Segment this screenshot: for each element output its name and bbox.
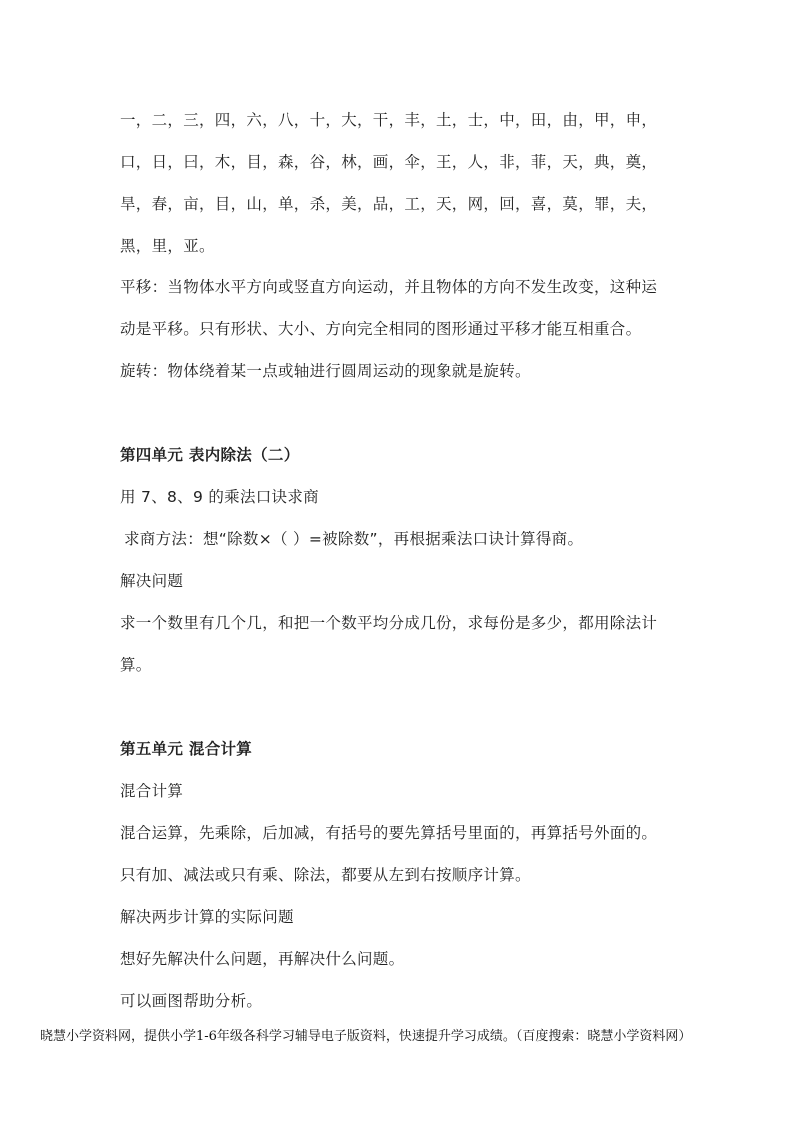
character-list-line-2: 口，日，曰，木，目，森，谷，林，画，伞，王，人，非，菲，天，典，奠， <box>120 153 658 171</box>
unit4-problem-line-2: 算。 <box>120 656 152 674</box>
unit5-rule-line-2: 只有加、减法或只有乘、除法，都要从左到右按顺序计算。 <box>120 866 531 884</box>
unit5-subheading-two-step: 解决两步计算的实际问题 <box>120 908 294 926</box>
translation-definition-line-2: 动是平移。只有形状、大小、方向完全相同的图形通过平移才能互相重合。 <box>120 320 642 338</box>
unit4-subheading-quotient: 用 7、8、9 的乘法口诀求商 <box>120 488 319 506</box>
unit5-heading: 第五单元 混合计算 <box>120 740 253 758</box>
translation-definition-line-1: 平移：当物体水平方向或竖直方向运动，并且物体的方向不发生改变，这种运 <box>120 278 658 296</box>
unit5-rule-line-1: 混合运算，先乘除，后加减，有括号的要先算括号里面的，再算括号外面的。 <box>120 824 658 842</box>
unit4-subheading-problems: 解决问题 <box>120 572 184 590</box>
character-list-line-3: 旱，春，亩，目，山，单，杀，美，品，工，天，网，回，喜，莫，罪，夫， <box>120 195 658 213</box>
unit4-heading: 第四单元 表内除法（二） <box>120 446 300 464</box>
unit4-problem-line-1: 求一个数里有几个几，和把一个数平均分成几份，求每份是多少，都用除法计 <box>120 614 658 632</box>
unit5-tip-line-2: 可以画图帮助分析。 <box>120 992 263 1010</box>
unit5-tip-line-1: 想好先解决什么问题，再解决什么问题。 <box>120 950 405 968</box>
footer-note: 晓慧小学资料网，提供小学1-6年级各科学习辅导电子版资料，快速提升学习成绩。（百度搜索：晓慧小学资料网） <box>40 1029 692 1044</box>
character-list-line-4: 黑，里，亚。 <box>120 237 215 255</box>
character-list-line-1: 一，二，三，四，六，八，十，大，干，丰，土，士，中，田，由，甲，申， <box>120 111 658 129</box>
rotation-definition: 旋转：物体绕着某一点或轴进行圆周运动的现象就是旋转。 <box>120 362 531 380</box>
unit5-subheading-mixed: 混合计算 <box>120 782 184 800</box>
unit4-quotient-method: 求商方法：想“除数×（ ）=被除数”，再根据乘法口诀计算得商。 <box>124 530 584 548</box>
